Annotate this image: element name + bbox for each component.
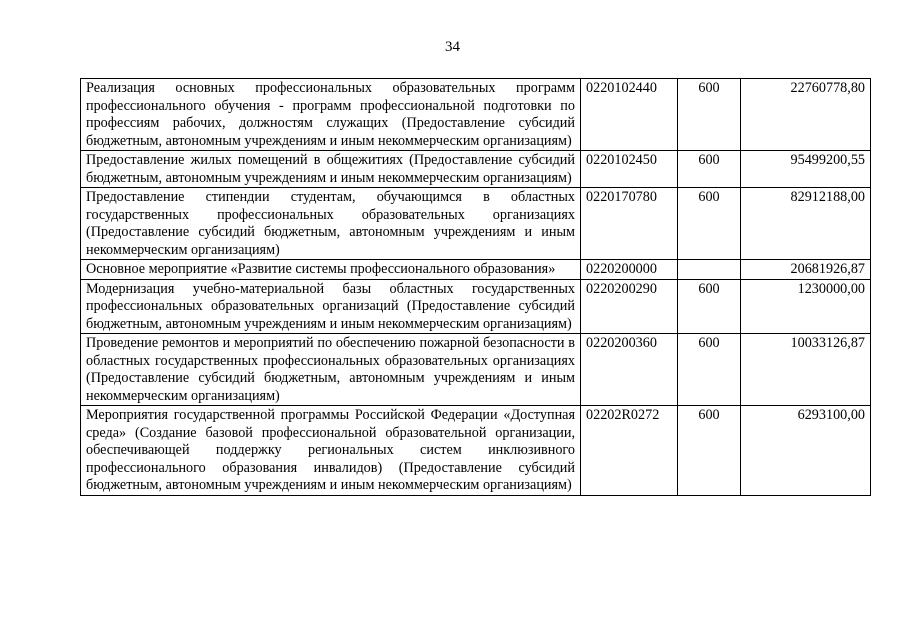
expense-name: Мероприятия государственной программы Российской Федерации «Доступная среда» (Создание базовой профессиональной образовательной организации, обеспечивающей поддержку региональных систем инклюзивного профессионального образования инвалидов) (Предоставление субсидий бюджетным, автономным учреждениям и иным некоммерческим организациям) (81, 406, 581, 496)
target-article-code: 0220102440 (581, 79, 678, 151)
table-row (81, 79, 871, 151)
expense-name: Реализация основных профессиональных образовательных программ профессионального обучения - программ профессиональной подготовки по профессиям рабочих, должностям служащих (Предоставление субсидий бюджетным, автономным учреждениям и иным некоммерческим организациям) (81, 79, 581, 151)
amount: 10033126,87 (741, 334, 871, 406)
budget-table (80, 78, 871, 496)
expense-kind-code: 600 (678, 334, 741, 406)
target-article-code: 0220200360 (581, 334, 678, 406)
expense-name: Предоставление жилых помещений в общежитиях (Предоставление субсидий бюджетным, автономным учреждениям и иным некоммерческим организациям) (81, 151, 581, 188)
expense-kind-code: 600 (678, 406, 741, 496)
target-article-code: 0220200000 (581, 260, 678, 280)
expense-name: Проведение ремонтов и мероприятий по обеспечению пожарной безопасности в областных государственных профессиональных образовательных организациях (Предоставление субсидий бюджетным, автономным учреждениям и иным некоммерческим организациям) (81, 334, 581, 406)
expense-kind-code: 600 (678, 188, 741, 260)
table-row (81, 260, 871, 280)
expense-kind-code (678, 260, 741, 280)
table-row (81, 188, 871, 260)
amount: 1230000,00 (741, 279, 871, 334)
expense-kind-code: 600 (678, 151, 741, 188)
amount: 95499200,55 (741, 151, 871, 188)
amount: 6293100,00 (741, 406, 871, 496)
page-number: 34 (445, 39, 460, 55)
table-row (81, 334, 871, 406)
target-article-code: 0220200290 (581, 279, 678, 334)
amount: 22760778,80 (741, 79, 871, 151)
expense-name: Модернизация учебно-материальной базы областных государственных профессиональных образовательных организаций (Предоставление субсидий бюджетным, автономным учреждениям и иным некоммерческим организациям) (81, 279, 581, 334)
table-row (81, 279, 871, 334)
expense-kind-code: 600 (678, 279, 741, 334)
expense-name: Основное мероприятие «Развитие системы профессионального образования» (81, 260, 581, 280)
target-article-code: 0220170780 (581, 188, 678, 260)
target-article-code: 02202R0272 (581, 406, 678, 496)
target-article-code: 0220102450 (581, 151, 678, 188)
table-row (81, 406, 871, 496)
amount: 20681926,87 (741, 260, 871, 280)
amount: 82912188,00 (741, 188, 871, 260)
expense-name: Предоставление стипендии студентам, обучающимся в областных государственных профессиональных образовательных организациях (Предоставление субсидий бюджетным, автономным учреждениям и иным некоммерческим организациям) (81, 188, 581, 260)
table-row (81, 151, 871, 188)
expense-kind-code: 600 (678, 79, 741, 151)
